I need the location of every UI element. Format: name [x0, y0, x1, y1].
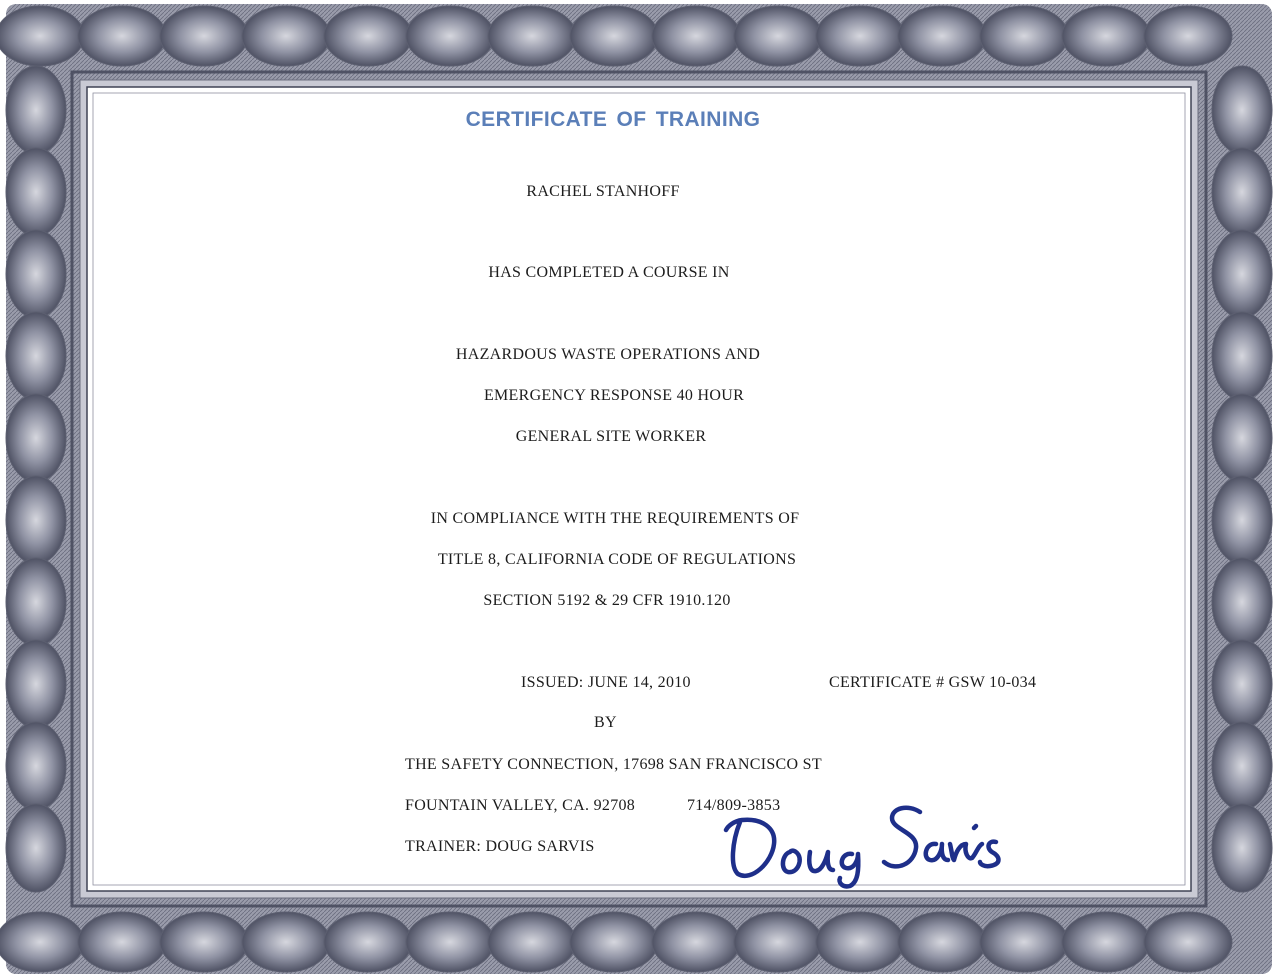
- border-lobe: [1212, 312, 1272, 400]
- border-lobe: [1144, 912, 1232, 972]
- course-line-3: GENERAL SITE WORKER: [515, 428, 707, 445]
- border-lobe: [6, 230, 66, 318]
- border-lobe: [6, 148, 66, 236]
- border-lobe: [1212, 640, 1272, 728]
- border-lobe: [160, 912, 248, 972]
- border-lobe: [6, 66, 66, 154]
- border-lobe: [1212, 230, 1272, 318]
- border-lobe: [0, 6, 84, 66]
- issuer-city: FOUNTAIN VALLEY, CA. 92708: [405, 797, 636, 814]
- border-lobe: [6, 804, 66, 892]
- issuer-address: THE SAFETY CONNECTION, 17698 SAN FRANCISCO ST: [405, 756, 822, 773]
- border-lobe: [6, 394, 66, 482]
- border-lobe: [816, 912, 904, 972]
- border-lobe: [1212, 558, 1272, 646]
- border-lobe: [78, 912, 166, 972]
- compliance-line-1: IN COMPLIANCE WITH THE REQUIREMENTS OF: [430, 510, 800, 527]
- border-lobe: [1144, 6, 1232, 66]
- border-lobe: [0, 912, 84, 972]
- border-lobe: [6, 640, 66, 728]
- border-lobe: [6, 476, 66, 564]
- border-lobe: [1212, 394, 1272, 482]
- border-lobe: [898, 6, 986, 66]
- border-lobe: [570, 912, 658, 972]
- border-lobe: [488, 912, 576, 972]
- border-lobe: [324, 912, 412, 972]
- border-lobe: [652, 6, 740, 66]
- border-lobe: [1212, 148, 1272, 236]
- border-lobe: [980, 6, 1068, 66]
- border-lobe: [734, 6, 822, 66]
- border-lobe: [324, 6, 412, 66]
- recipient-name: RACHEL STANHOFF: [526, 183, 680, 200]
- completed-line: HAS COMPLETED A COURSE IN: [488, 264, 730, 281]
- border-lobe: [406, 6, 494, 66]
- border-lobe: [6, 312, 66, 400]
- border-lobe: [652, 912, 740, 972]
- border-lobe: [6, 558, 66, 646]
- border-lobe: [242, 6, 330, 66]
- certificate-title: CERTIFICATE OF TRAINING: [465, 108, 761, 131]
- border-lobe: [6, 722, 66, 810]
- border-lobe: [160, 6, 248, 66]
- border-lobe: [406, 912, 494, 972]
- border-lobe: [570, 6, 658, 66]
- issuer-phone: 714/809-3853: [687, 797, 781, 814]
- issued-date: ISSUED: JUNE 14, 2010: [521, 674, 691, 691]
- border-lobe: [980, 912, 1068, 972]
- border-lobe: [1212, 476, 1272, 564]
- border-lobe: [1212, 804, 1272, 892]
- trainer-name: TRAINER: DOUG SARVIS: [405, 838, 595, 855]
- border-lobe: [1062, 6, 1150, 66]
- border-lobe: [816, 6, 904, 66]
- by-label: BY: [594, 714, 617, 731]
- course-line-2: EMERGENCY RESPONSE 40 HOUR: [483, 387, 745, 404]
- border-lobe: [242, 912, 330, 972]
- border-lobe: [898, 912, 986, 972]
- border-lobe: [1062, 912, 1150, 972]
- course-line-1: HAZARDOUS WASTE OPERATIONS AND: [455, 346, 761, 363]
- border-lobe: [1212, 722, 1272, 810]
- compliance-line-2: TITLE 8, CALIFORNIA CODE OF REGULATIONS: [437, 551, 797, 568]
- border-lobe: [488, 6, 576, 66]
- border-lobe: [1212, 66, 1272, 154]
- trainer-signature: [712, 782, 1012, 892]
- border-lobe: [78, 6, 166, 66]
- compliance-line-3: SECTION 5192 & 29 CFR 1910.120: [483, 592, 731, 609]
- certificate-number: CERTIFICATE # GSW 10-034: [829, 674, 1037, 691]
- border-lobe: [734, 912, 822, 972]
